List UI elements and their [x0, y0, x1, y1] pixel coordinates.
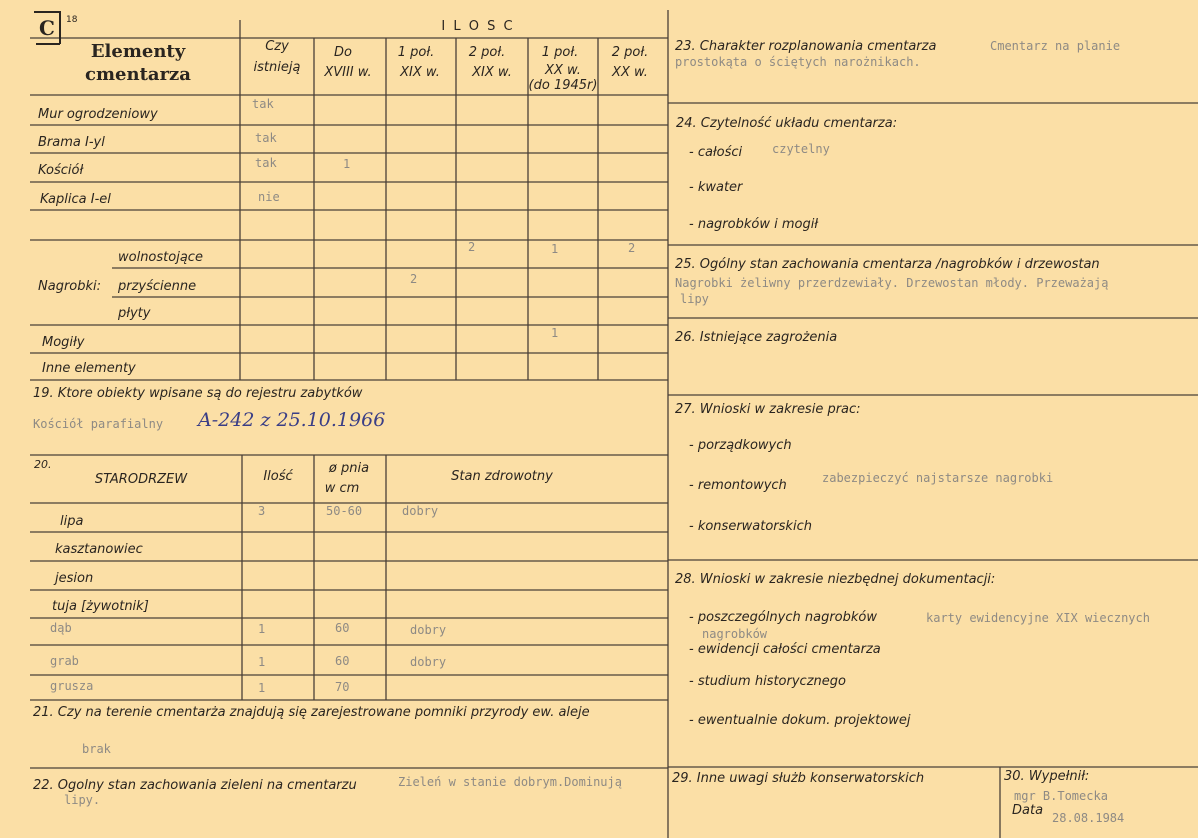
- period-3-line-1: 2 poł.: [468, 45, 506, 60]
- q19-label: 19. Ktore obiekty wpisane są do rejestru zabytków: [33, 386, 363, 401]
- starodrzew-header: STARODRZEW: [94, 472, 188, 487]
- title-line-1: Elementy: [90, 41, 186, 62]
- tree-dab-state: dobry: [410, 623, 447, 637]
- q24-item-graves: - nagrobków i mogił: [689, 217, 819, 232]
- tree-grab-qty: 1: [258, 655, 266, 669]
- q28-label: 28. Wnioski w zakresie niezbędnej dokumentacji:: [675, 572, 996, 587]
- period-1-line-1: Do: [334, 45, 352, 60]
- q26-label: 26. Istniejące zagrożenia: [675, 330, 838, 345]
- row-exists-chapel: nie: [258, 190, 280, 204]
- q29-label: 29. Inne uwagi służb konserwatorskich: [672, 771, 925, 786]
- nagrobki-row-slabs: płyty: [118, 306, 151, 321]
- q22-answer-2: lipy.: [64, 793, 101, 807]
- tree-lipa: lipa: [60, 514, 84, 529]
- mogily-label: Mogiły: [42, 335, 85, 350]
- q28-item-design: - ewentualnie dokum. projektowej: [689, 713, 911, 728]
- q27-item-repair: - remontowych: [689, 478, 787, 493]
- q23-label: 23. Charakter rozplanowania cmentarza: [675, 39, 937, 54]
- q22-label: 22. Ogolny stan zachowania zieleni na cmentarzu: [33, 778, 357, 793]
- section-letter: C: [39, 16, 55, 40]
- nagrobki-row-wall: przyścienne: [118, 279, 197, 294]
- row-label-church: Kościół: [38, 163, 84, 178]
- q30-label: 30. Wypełnił:: [1004, 769, 1090, 784]
- q20-number: 20.: [34, 458, 52, 471]
- date-value: 28.08.1984: [1052, 811, 1125, 825]
- tree-lipa-diam: 50-60: [326, 504, 363, 518]
- period-3-line-2: XIX w.: [472, 65, 512, 80]
- tree-kasztanowiec: kasztanowiec: [55, 542, 143, 557]
- q21-label: 21. Czy na terenie cmentarża znajdują się zarejestrowane pomniki przyrody ew. aleje: [33, 705, 590, 720]
- tree-lipa-state: dobry: [402, 504, 439, 518]
- qty-header: Ilość: [263, 469, 293, 484]
- tree-grab: grab: [50, 654, 79, 668]
- q24-item-whole: - całości: [689, 145, 743, 160]
- period-2-line-1: 1 poł.: [397, 45, 435, 60]
- tree-dab-qty: 1: [258, 622, 266, 636]
- q24-answer: czytelny: [772, 142, 830, 156]
- period-4-line-2: XX w.: [545, 63, 581, 78]
- q19-handwritten-register: A-242 z 25.10.1966: [198, 409, 386, 431]
- mogily-count-p4: 1: [551, 326, 559, 340]
- q28-item-records: - ewidencji całości cmentarza: [689, 642, 881, 657]
- tree-dab-diam: 60: [335, 621, 350, 635]
- period-2-line-2: XIX w.: [400, 65, 440, 80]
- tree-lipa-qty: 3: [258, 504, 266, 518]
- row-exists-gate: tak: [255, 131, 277, 145]
- q19-typed: Kościół parafialny: [33, 417, 164, 431]
- q25-label: 25. Ogólny stan zachowania cmentarza /nagrobków i drzewostan: [675, 257, 1100, 272]
- tree-jesion: jesion: [55, 571, 94, 586]
- diameter-header-2: w cm: [324, 481, 360, 496]
- q27-label: 27. Wnioski w zakresie prac:: [675, 402, 861, 417]
- tree-grusza-diam: 70: [335, 680, 350, 694]
- tree-dab: dąb: [50, 621, 72, 635]
- freestanding-count-p3: 2: [468, 240, 476, 254]
- ilosc-header: I L O S C: [441, 19, 515, 34]
- period-5-line-1: 2 poł.: [611, 45, 649, 60]
- date-label: Data: [1012, 803, 1044, 818]
- freestanding-count-p4: 1: [551, 242, 559, 256]
- q25-answer-1: Nagrobki żeliwny przerdzewiały. Drzewostan młody. Przeważają: [675, 276, 1109, 290]
- q25-answer-2: lipy: [680, 292, 709, 306]
- row-label-wall: Mur ogrodzeniowy: [38, 107, 158, 122]
- tree-grusza-qty: 1: [258, 681, 266, 695]
- row-label-chapel: Kaplica I-el: [40, 192, 111, 207]
- row-label-gate: Brama I-yl: [38, 135, 105, 150]
- q24-label: 24. Czytelność układu cmentarza:: [676, 116, 898, 131]
- q27-answer: zabezpieczyć najstarsze nagrobki: [822, 471, 1054, 485]
- exists-header-2: istnieją: [253, 60, 301, 75]
- section-number: 18: [66, 15, 78, 25]
- freestanding-count-p5: 2: [628, 241, 636, 255]
- wall-count-p2: 2: [410, 272, 418, 286]
- q22-answer-1: Zieleń w stanie dobrym.Dominują: [398, 775, 622, 789]
- period-4-line-3: (do 1945r): [528, 78, 598, 93]
- health-header: Stan zdrowotny: [451, 469, 553, 484]
- q23-answer-1: Cmentarz na planie: [990, 39, 1121, 53]
- nagrobki-label: Nagrobki:: [38, 279, 102, 294]
- q27-item-cleaning: - porządkowych: [689, 438, 792, 453]
- q28-answer-2: nagrobków: [702, 627, 768, 641]
- q27-item-conservation: - konserwatorskich: [689, 519, 812, 534]
- period-4-line-1: 1 poł.: [541, 45, 579, 60]
- q24-item-quarters: - kwater: [689, 180, 743, 195]
- tree-grusza: grusza: [50, 679, 94, 693]
- tree-grab-state: dobry: [410, 655, 447, 669]
- q21-answer: brak: [82, 742, 111, 756]
- inne-label: Inne elementy: [42, 361, 136, 376]
- title-line-2: cmentarza: [85, 64, 191, 85]
- tree-tuja: tuja [żywotnik]: [52, 599, 149, 614]
- q23-answer-2: prostokąta o ściętych narożnikach.: [675, 55, 921, 69]
- row-count-church-p1: 1: [343, 157, 351, 171]
- q30-name: mgr B.Tomecka: [1014, 789, 1108, 803]
- q28-answer-1: karty ewidencyjne XIX wiecznych: [926, 611, 1150, 625]
- q28-item-history: - studium historycznego: [689, 674, 846, 689]
- diameter-header-1: ø pnia: [328, 461, 370, 476]
- tree-grab-diam: 60: [335, 654, 350, 668]
- row-exists-church: tak: [255, 156, 277, 170]
- period-1-line-2: XVIII w.: [324, 65, 372, 80]
- period-5-line-2: XX w.: [612, 65, 648, 80]
- exists-header-1: Czy: [265, 39, 289, 54]
- nagrobki-row-freestanding: wolnostojące: [118, 250, 203, 265]
- q28-item-graves: - poszczególnych nagrobków: [689, 610, 877, 625]
- row-exists-wall: tak: [252, 97, 274, 111]
